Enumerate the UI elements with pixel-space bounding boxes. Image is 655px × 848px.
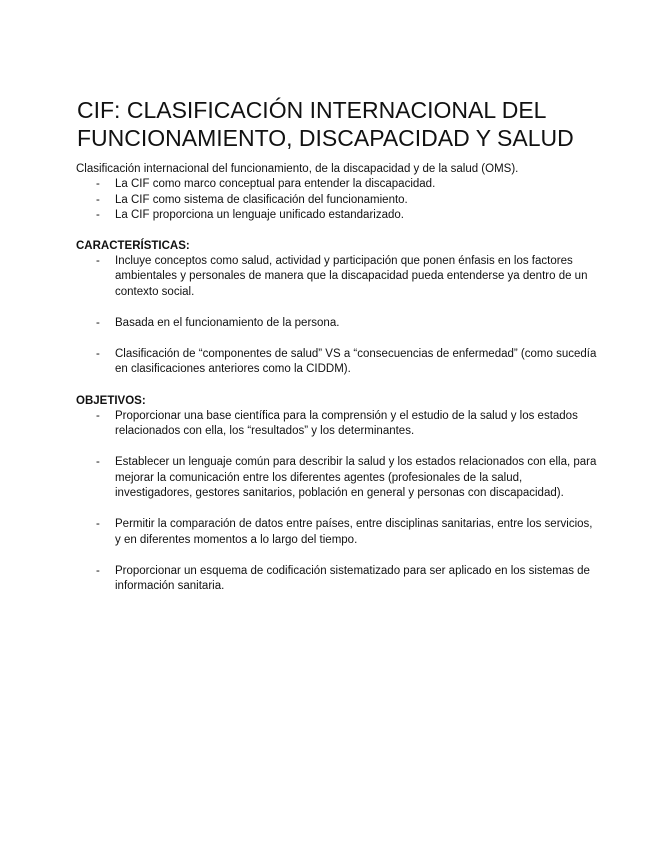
objetivos-list [77, 409, 597, 595]
list-item-text: Incluye conceptos como salud, actividad y participación que ponen énfasis en los factores ambientales y personales de manera que la discapacidad pueda entenderse ya dentro de un contexto social. [115, 254, 588, 298]
list-item [77, 455, 597, 502]
list-item [77, 254, 597, 301]
intro-list [77, 177, 597, 224]
list-item [77, 193, 597, 209]
list-item-text: Proporcionar una base científica para la comprensión y el estudio de la salud y los estados relacionados con ella, los “resultados” y los determinantes. [115, 409, 578, 437]
list-item-text: Basada en el funcionamiento de la persona. [115, 316, 340, 329]
bullet-dash: - [96, 209, 100, 221]
list-item-text: La CIF como marco conceptual para entender la discapacidad. [115, 178, 436, 190]
bullet-dash: - [96, 347, 100, 360]
bullet-dash: - [96, 254, 100, 267]
list-item-text: La CIF como sistema de clasificación del funcionamiento. [115, 193, 408, 206]
list-item [77, 177, 597, 193]
list-item [77, 347, 597, 378]
bullet-dash: - [96, 409, 100, 422]
list-item [77, 409, 597, 440]
list-item-text: La CIF proporciona un lenguaje unificado estandarizado. [115, 209, 404, 221]
bullet-dash: - [96, 178, 100, 190]
list-item-text: Establecer un lenguaje común para describir la salud y los estados relacionados con ella, para mejorar la comunicación entre los diferentes agentes (profesionales de la salud, investigadores, gestores sanitarios, población en general y personas con discapacidad). [115, 456, 597, 499]
bullet-dash: - [96, 193, 100, 206]
document-title [77, 96, 597, 152]
bullet-dash: - [96, 518, 100, 530]
bullet-dash: - [96, 564, 100, 577]
list-item [77, 316, 597, 332]
caracteristicas-heading: CARACTERÍSTICAS: [76, 239, 190, 252]
list-item-text: Clasificación de “componentes de salud” VS a “consecuencias de enfermedad” (como sucedía en clasificaciones anteriores como la CIDDM). [115, 347, 597, 375]
list-item [77, 517, 597, 548]
document-page [77, 96, 597, 595]
list-item [77, 208, 597, 224]
objetivos-heading: OBJETIVOS: [76, 394, 146, 407]
list-item [77, 564, 597, 595]
bullet-dash: - [96, 316, 100, 329]
title-line-1: CIF: CLASIFICACIÓN INTERNACIONAL DEL [77, 97, 547, 123]
title-line-2: FUNCIONAMIENTO, DISCAPACIDAD Y SALUD [77, 125, 574, 151]
list-item-text: Permitir la comparación de datos entre países, entre disciplinas sanitarias, entre los servicios, y en diferentes momentos a lo largo del tiempo. [115, 518, 593, 546]
intro-paragraph: Clasificación internacional del funcionamiento, de la discapacidad y de la salud (OMS). [76, 163, 519, 175]
caracteristicas-list [77, 254, 597, 378]
bullet-dash: - [96, 456, 100, 468]
list-item-text: Proporcionar un esquema de codificación sistematizado para ser aplicado en los sistemas de información sanitaria. [115, 564, 590, 592]
